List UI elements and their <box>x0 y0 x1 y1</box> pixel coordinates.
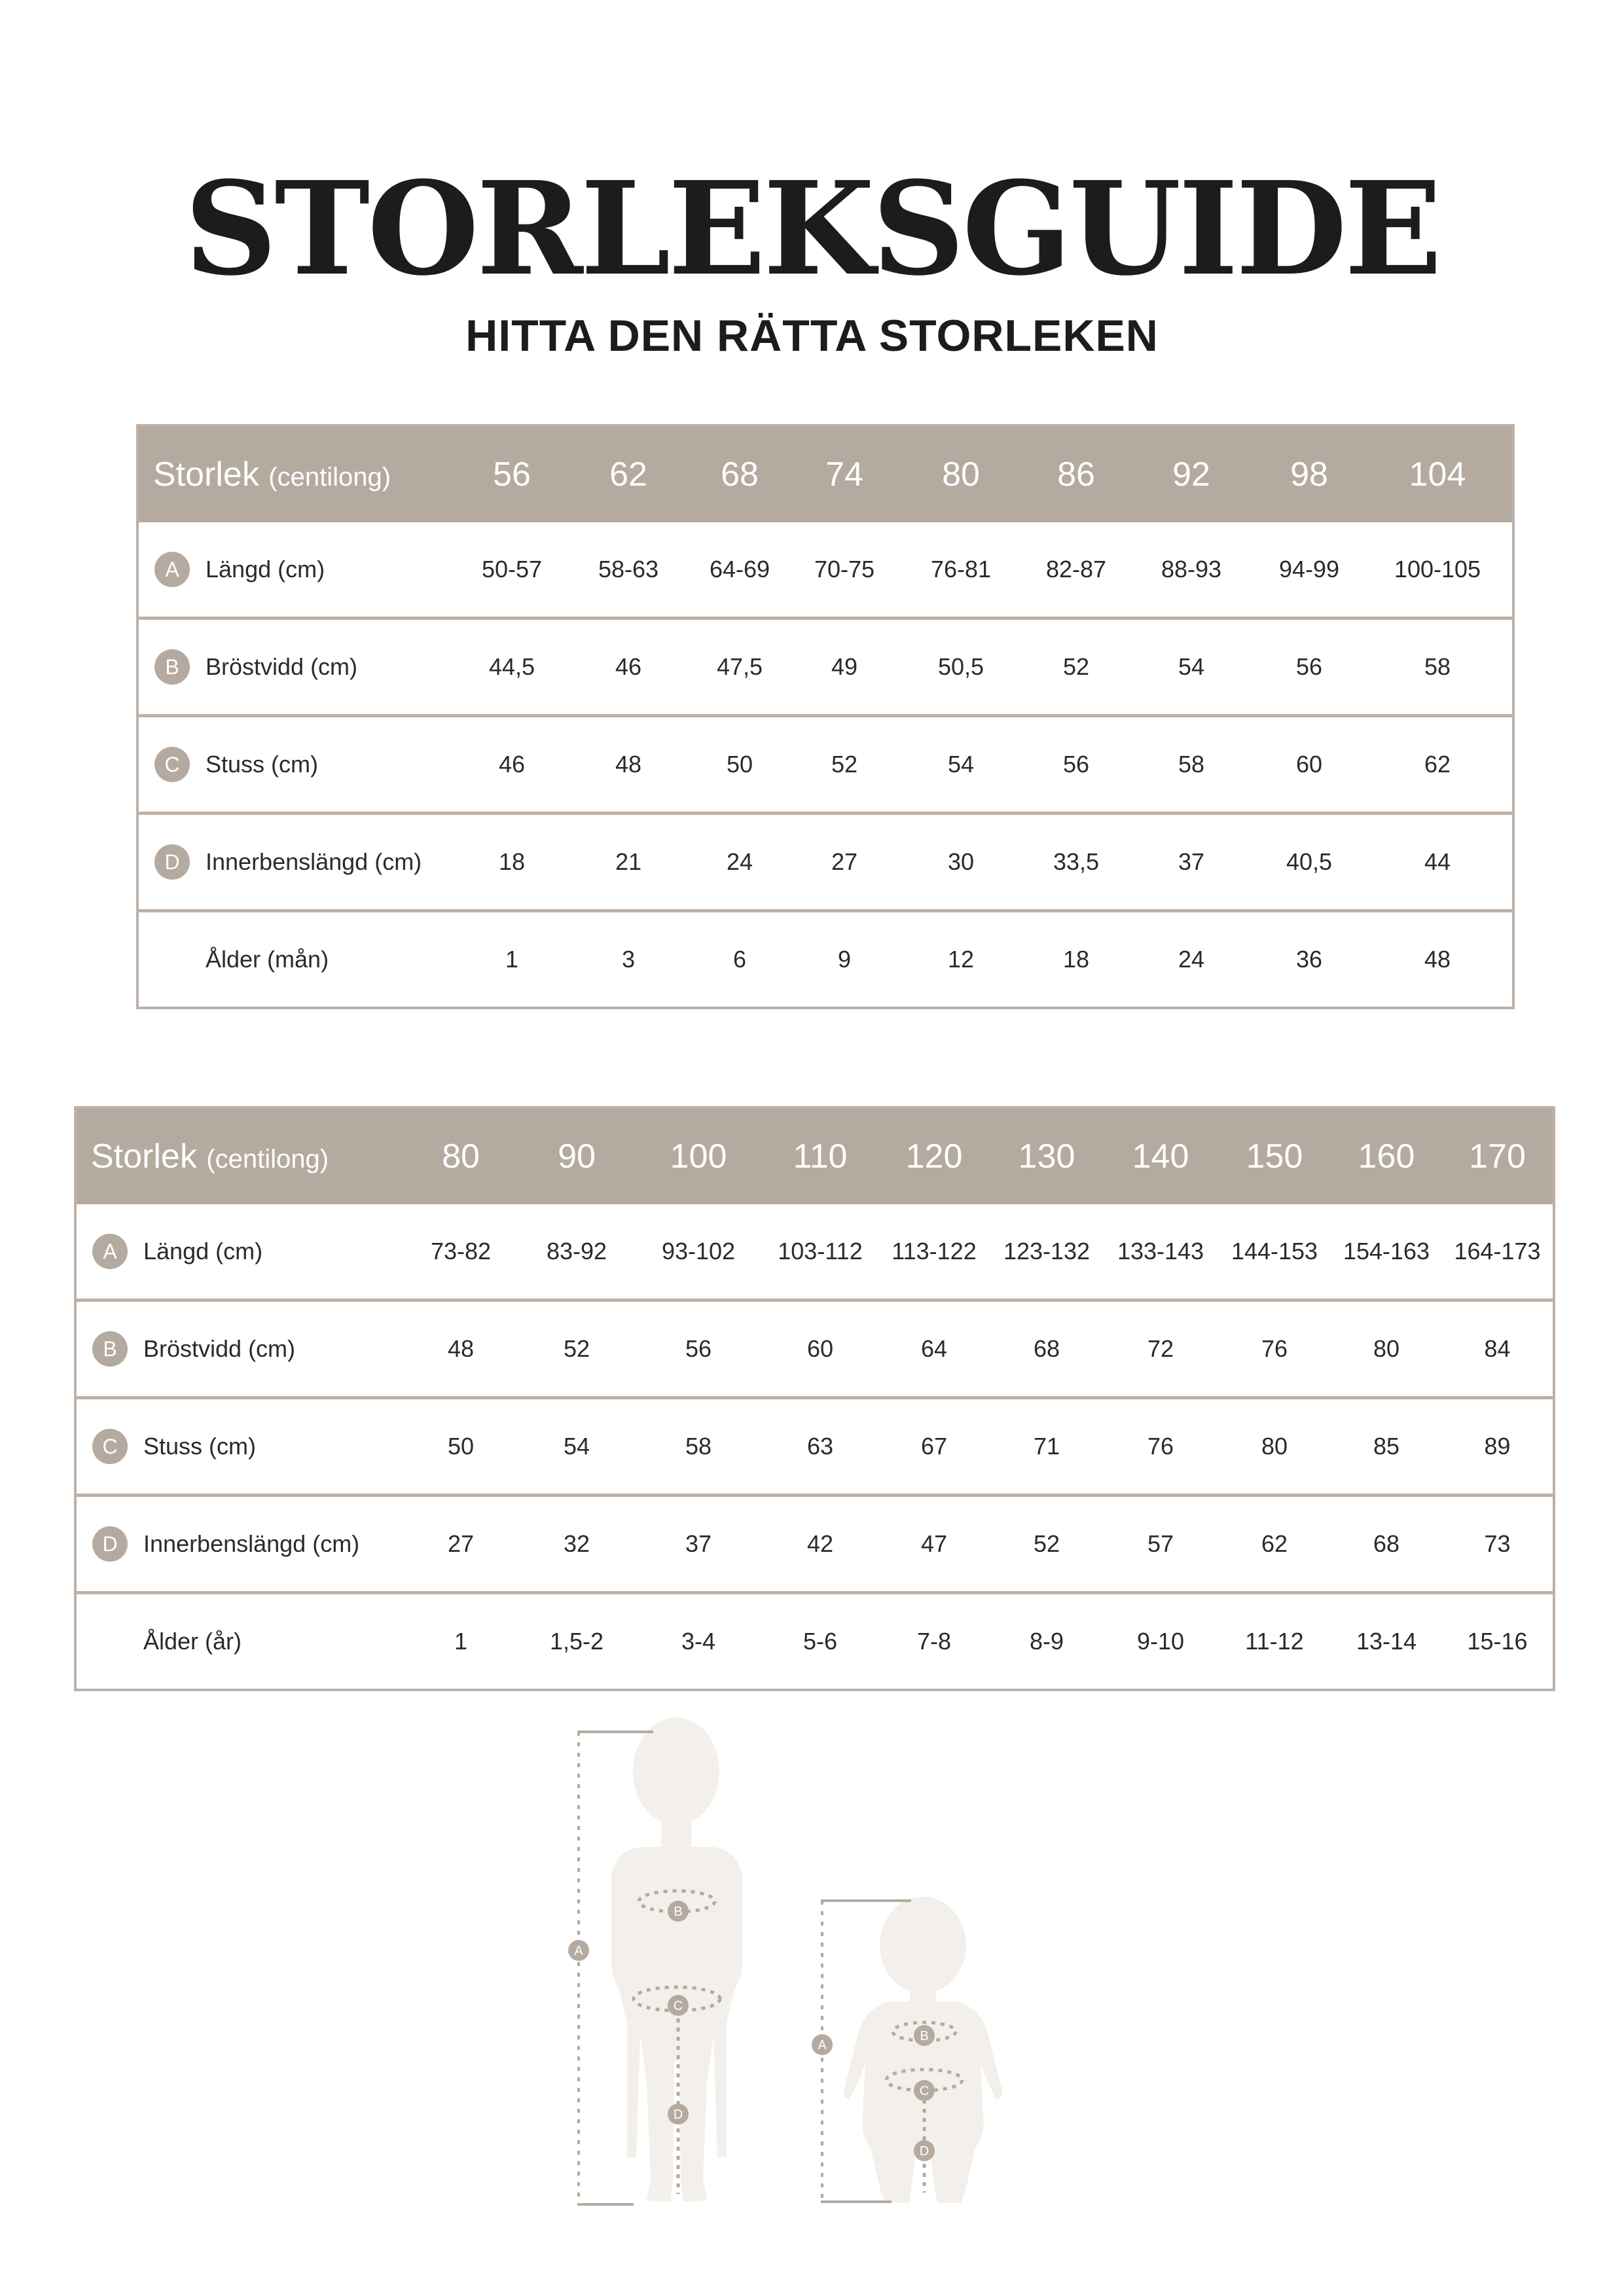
measure-label: Stuss (cm) <box>206 751 319 778</box>
measure-value-cell: 113-122 <box>892 1238 977 1265</box>
measure-value-cell: 58-63 <box>598 556 659 583</box>
size-column-header: 110 <box>763 1107 878 1204</box>
measure-value-cell: 8-9 <box>990 1593 1103 1691</box>
measure-value-cell: 21 <box>569 814 687 911</box>
measure-value-cell: 76 <box>1218 1300 1331 1398</box>
measure-value-cell: 48 <box>1363 911 1513 1009</box>
size-column-header: 56 <box>454 425 569 522</box>
measure-value-cell: 40,5 <box>1255 814 1363 911</box>
measure-value-cell: 56 <box>634 1300 763 1398</box>
size-column-header: 120 <box>878 1107 990 1204</box>
measure-value-cell: 48 <box>403 1300 519 1398</box>
measure-value-cell: 50,5 <box>897 619 1025 716</box>
size-column-header: 68 <box>687 425 792 522</box>
measure-label: Bröstvidd (cm) <box>206 653 358 680</box>
measure-value-cell: 54 <box>1127 619 1255 716</box>
measure-value-cell: 58 <box>634 1398 763 1496</box>
measure-value-cell: 42 <box>763 1496 878 1593</box>
measure-value-cell: 80 <box>1331 1300 1442 1398</box>
measure-value-cell: 18 <box>1025 911 1127 1009</box>
measure-value-cell: 37 <box>634 1496 763 1593</box>
size-column-header: 90 <box>519 1107 634 1204</box>
measure-label: Ålder (år) <box>143 1628 242 1655</box>
size-column-header: 92 <box>1127 425 1255 522</box>
measure-value-cell: 68 <box>1331 1496 1442 1593</box>
size-column-header: 104 <box>1363 425 1513 522</box>
measure-value-cell: 94-99 <box>1278 556 1340 583</box>
measure-value-cell: 67 <box>878 1398 990 1496</box>
measure-value-cell: 80 <box>1218 1398 1331 1496</box>
measure-value-cell: 62 <box>1218 1496 1331 1593</box>
size-column-header: 80 <box>403 1107 519 1204</box>
measure-value-cell: 64-69 <box>709 556 770 583</box>
measure-value-cell: 88-93 <box>1161 556 1222 583</box>
measure-value-cell: 33,5 <box>1025 814 1127 911</box>
measure-value-cell: 46 <box>454 716 569 814</box>
measure-value-cell: 3-4 <box>634 1593 763 1691</box>
measure-value-cell: 58 <box>1363 619 1513 716</box>
measure-value-cell: 56 <box>1025 716 1127 814</box>
measure-value-cell: 15-16 <box>1442 1593 1554 1691</box>
measure-value-cell: 32 <box>519 1496 634 1593</box>
measure-value-cell: 73 <box>1442 1496 1554 1593</box>
measure-value-cell: 76 <box>1103 1398 1218 1496</box>
size-column-header: 140 <box>1103 1107 1218 1204</box>
size-column-header: 100 <box>634 1107 763 1204</box>
measure-value-cell: 27 <box>403 1496 519 1593</box>
marker-d-label: D <box>673 2108 683 2122</box>
measure-value-cell: 1,5-2 <box>519 1593 634 1691</box>
measure-value-cell: 89 <box>1442 1398 1554 1496</box>
measure-value-cell: 30 <box>897 814 1025 911</box>
measure-letter-badge: A <box>154 552 190 587</box>
measure-value-cell: 84 <box>1442 1300 1554 1398</box>
measure-value-cell: 1 <box>403 1593 519 1691</box>
measure-value-cell: 154-163 <box>1343 1238 1430 1265</box>
measure-value-cell: 57 <box>1103 1496 1218 1593</box>
size-column-header: 160 <box>1331 1107 1442 1204</box>
measure-value-cell: 83-92 <box>546 1238 607 1265</box>
measure-value-cell: 49 <box>792 619 897 716</box>
measure-value-cell: 12 <box>897 911 1025 1009</box>
measure-value-cell: 58 <box>1127 716 1255 814</box>
header-size-text: Storlek <box>153 456 259 493</box>
measure-value-cell: 24 <box>687 814 792 911</box>
marker-d-label: D <box>919 2144 929 2159</box>
measure-value-cell: 54 <box>897 716 1025 814</box>
measure-value-cell: 133-143 <box>1117 1238 1204 1265</box>
size-column-header: 80 <box>897 425 1025 522</box>
measure-value-cell: 76-81 <box>930 556 992 583</box>
measure-value-cell: 72 <box>1103 1300 1218 1398</box>
page-subtitle: HITTA DEN RÄTTA STORLEKEN <box>465 311 1159 361</box>
measure-value-cell: 50-57 <box>481 556 543 583</box>
measure-value-cell: 5-6 <box>763 1593 878 1691</box>
measure-value-cell: 164-173 <box>1454 1238 1541 1265</box>
marker-b-label: B <box>674 1905 683 1919</box>
page-title: STORLEKSGUIDE <box>184 154 1440 304</box>
measure-label: Ålder (mån) <box>206 946 329 973</box>
measure-value-cell: 44,5 <box>454 619 569 716</box>
measure-value-cell: 52 <box>792 716 897 814</box>
measure-letter-badge: C <box>154 747 190 782</box>
header-size-text: Storlek <box>91 1138 197 1175</box>
measure-value-cell: 64 <box>878 1300 990 1398</box>
marker-a-label: A <box>574 1944 583 1958</box>
measure-letter-badge: B <box>154 649 190 685</box>
measure-value-cell: 9 <box>792 911 897 1009</box>
header-size-unit: (centilong) <box>268 463 391 492</box>
measure-value-cell: 73-82 <box>430 1238 492 1265</box>
marker-c-label: C <box>919 2084 929 2098</box>
marker-a-label: A <box>818 2038 827 2053</box>
measure-letter-badge: D <box>92 1526 128 1562</box>
measure-label: Innerbenslängd (cm) <box>143 1530 360 1557</box>
measure-value-cell: 48 <box>569 716 687 814</box>
measure-value-cell: 52 <box>519 1300 634 1398</box>
measure-value-cell: 47 <box>878 1496 990 1593</box>
measure-letter-badge: D <box>154 844 190 880</box>
measure-value-cell: 1 <box>454 911 569 1009</box>
size-column-header: 170 <box>1442 1107 1554 1204</box>
measure-value-cell: 46 <box>569 619 687 716</box>
size-column-header: 62 <box>569 425 687 522</box>
measure-letter-badge: A <box>92 1234 128 1269</box>
measure-value-cell: 63 <box>763 1398 878 1496</box>
measure-label: Stuss (cm) <box>143 1433 257 1460</box>
measure-value-cell: 70-75 <box>814 556 875 583</box>
measure-value-cell: 50 <box>687 716 792 814</box>
measure-value-cell: 13-14 <box>1331 1593 1442 1691</box>
size-column-header: 98 <box>1255 425 1363 522</box>
measure-value-cell: 62 <box>1363 716 1513 814</box>
measure-value-cell: 52 <box>990 1496 1103 1593</box>
measure-label: Innerbenslängd (cm) <box>206 848 422 875</box>
measure-value-cell: 37 <box>1127 814 1255 911</box>
measure-letter-badge: B <box>92 1331 128 1367</box>
marker-b-label: B <box>920 2029 929 2043</box>
measure-value-cell: 68 <box>990 1300 1103 1398</box>
size-column-header: 74 <box>792 425 897 522</box>
size-column-header: 130 <box>990 1107 1103 1204</box>
measure-value-cell: 56 <box>1255 619 1363 716</box>
measure-value-cell: 9-10 <box>1103 1593 1218 1691</box>
measure-value-cell: 27 <box>792 814 897 911</box>
measure-value-cell: 52 <box>1025 619 1127 716</box>
measure-value-cell: 60 <box>1255 716 1363 814</box>
measure-value-cell: 60 <box>763 1300 878 1398</box>
measure-value-cell: 11-12 <box>1218 1593 1331 1691</box>
measure-label: Bröstvidd (cm) <box>143 1335 296 1362</box>
measure-value-cell: 100-105 <box>1394 556 1481 583</box>
measure-value-cell: 123-132 <box>1003 1238 1091 1265</box>
size-column-header: 86 <box>1025 425 1127 522</box>
measure-value-cell: 6 <box>687 911 792 1009</box>
measure-value-cell: 50 <box>403 1398 519 1496</box>
measure-value-cell: 85 <box>1331 1398 1442 1496</box>
measure-label: Längd (cm) <box>143 1238 263 1265</box>
measure-value-cell: 93-102 <box>661 1238 736 1265</box>
measure-value-cell: 103-112 <box>778 1238 863 1265</box>
measure-value-cell: 71 <box>990 1398 1103 1496</box>
measure-value-cell: 7-8 <box>878 1593 990 1691</box>
measure-value-cell: 18 <box>454 814 569 911</box>
measure-value-cell: 82-87 <box>1045 556 1107 583</box>
measure-value-cell: 44 <box>1363 814 1513 911</box>
marker-c-label: C <box>673 1999 683 2013</box>
header-size-unit: (centilong) <box>206 1145 329 1174</box>
measure-value-cell: 144-153 <box>1231 1238 1318 1265</box>
measure-value-cell: 24 <box>1127 911 1255 1009</box>
measure-value-cell: 47,5 <box>687 619 792 716</box>
measure-label: Längd (cm) <box>206 556 325 583</box>
measure-value-cell: 54 <box>519 1398 634 1496</box>
measure-value-cell: 3 <box>569 911 687 1009</box>
measure-value-cell: 36 <box>1255 911 1363 1009</box>
measure-letter-badge: C <box>92 1429 128 1464</box>
size-column-header: 150 <box>1218 1107 1331 1204</box>
